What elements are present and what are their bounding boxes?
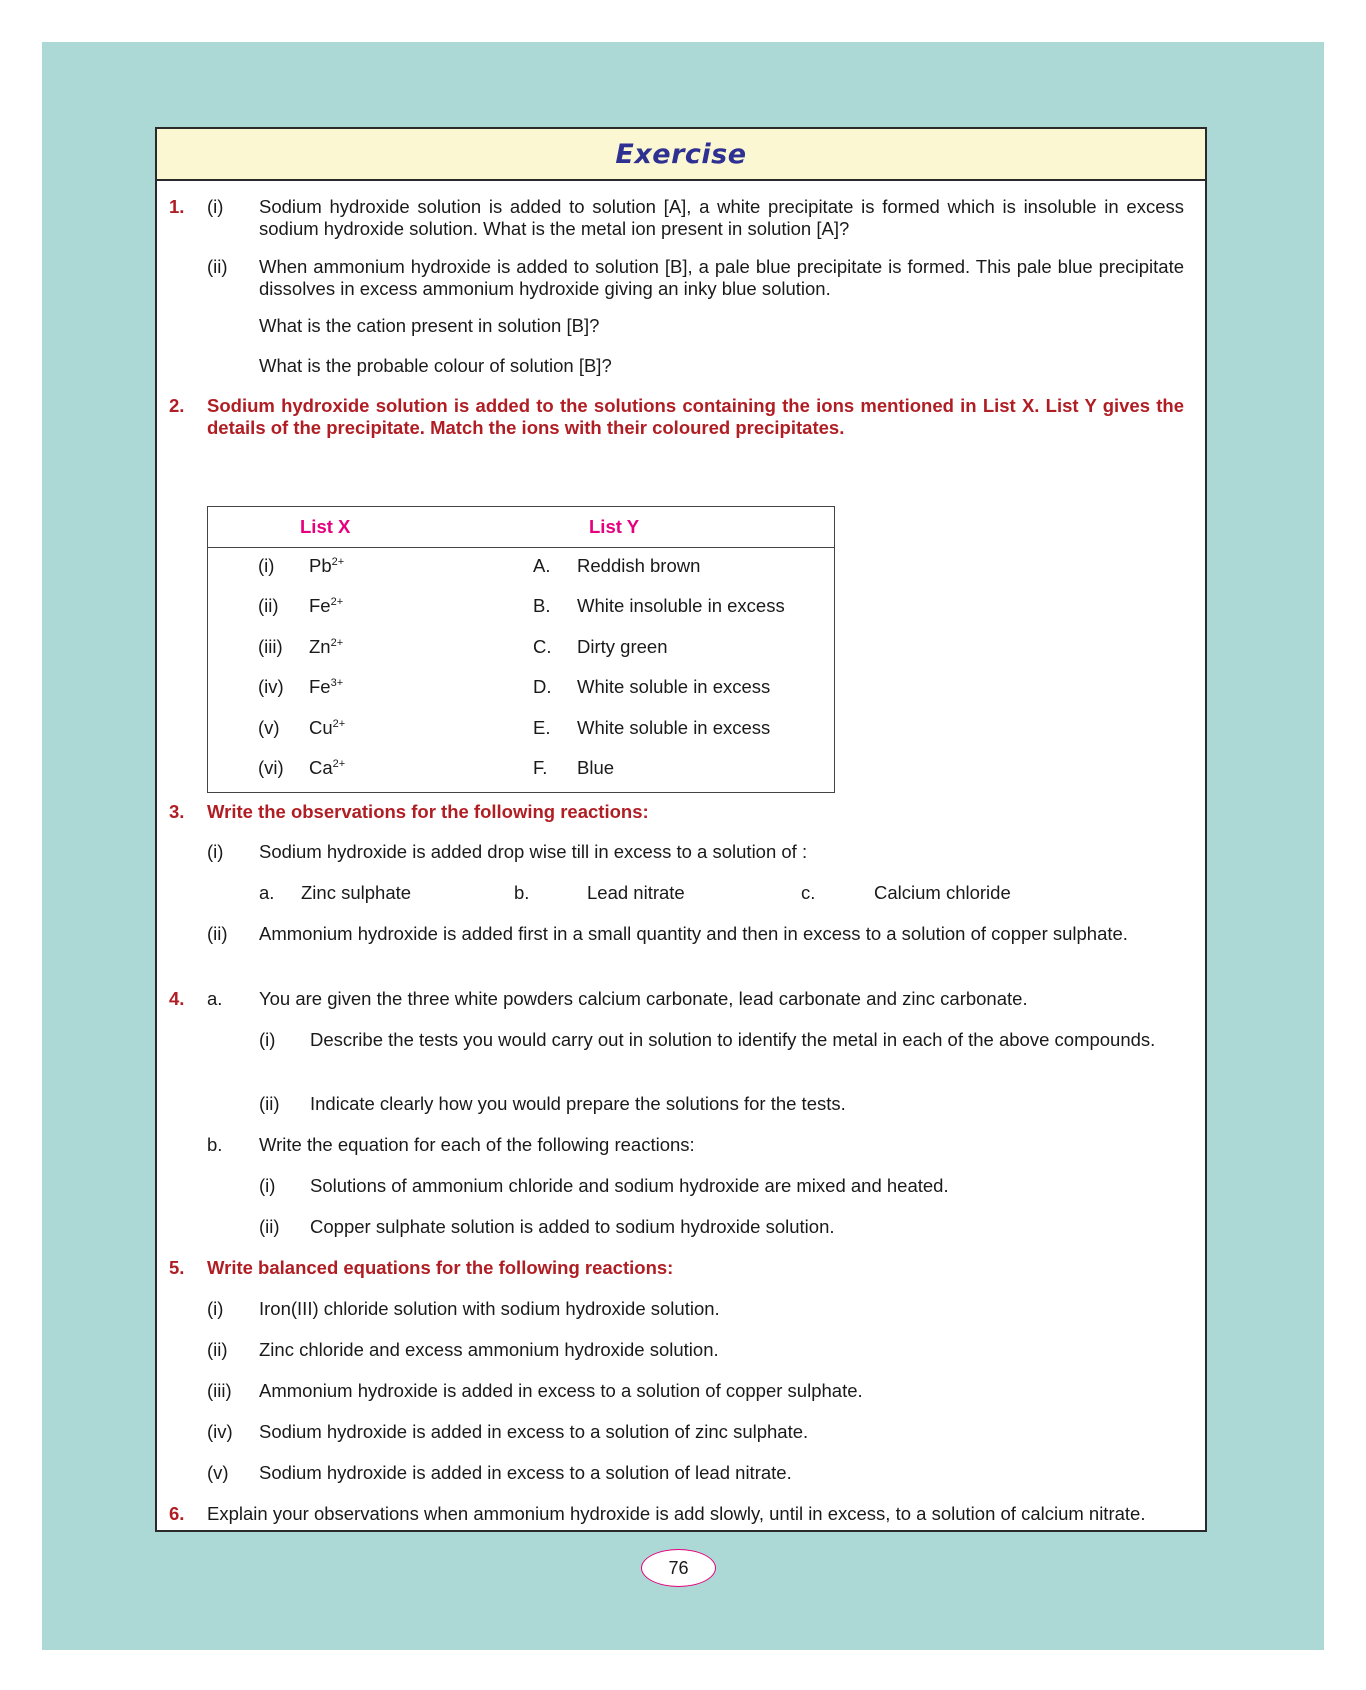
option-text: Lead nitrate	[587, 882, 685, 903]
match-row	[208, 555, 834, 577]
row-number: (v)	[258, 717, 280, 738]
ion	[309, 595, 343, 617]
sub-label: a.	[207, 988, 223, 1009]
ion	[309, 717, 345, 739]
option-text: Zinc sulphate	[301, 882, 412, 903]
sub-text: Sodium hydroxide solution is added to solution [A], a white precipitate is formed which is insoluble in excess sodium hydroxide solution. What is the metal ion present in solution [A]?	[259, 196, 1184, 239]
match-row	[208, 717, 834, 739]
page-title: Exercise	[615, 138, 747, 170]
sub-label: (i)	[207, 196, 224, 217]
ion-symbol: Cu	[309, 717, 333, 738]
sub-text: Ammonium hydroxide is added in excess to a solution of copper sulphate.	[259, 1380, 863, 1401]
sub-text: What is the cation present in solution [B]?	[259, 315, 600, 336]
match-row	[208, 757, 834, 779]
ion-symbol: Zn	[309, 636, 331, 657]
list-y-header: List Y	[589, 516, 640, 537]
sub-label: (iv)	[207, 1421, 233, 1442]
ion-symbol: Fe	[309, 595, 331, 616]
row-number: (iv)	[258, 676, 284, 697]
ion-symbol: Pb	[309, 555, 332, 576]
match-table-header	[208, 507, 834, 548]
option-letter: C.	[533, 636, 552, 657]
sub-text: Indicate clearly how you would prepare the solutions for the tests.	[310, 1093, 846, 1114]
precipitate-description: Dirty green	[577, 636, 668, 657]
exercise-sheet	[155, 127, 1207, 1532]
question-number: 4.	[169, 988, 185, 1009]
question-text: Write the observations for the following reactions:	[207, 801, 649, 822]
question-number: 2.	[169, 395, 185, 416]
row-number: (vi)	[258, 757, 284, 778]
sub-label: (i)	[259, 1029, 276, 1050]
option-letter: b.	[514, 882, 530, 903]
option-letter: c.	[801, 882, 816, 903]
match-row	[208, 636, 834, 658]
option-letter: E.	[533, 717, 551, 738]
sub-text: You are given the three white powders calcium carbonate, lead carbonate and zinc carbonate.	[259, 988, 1028, 1009]
ion-charge: 2+	[330, 596, 344, 608]
question-number: 3.	[169, 801, 185, 822]
match-row	[208, 595, 834, 617]
ion-charge: 2+	[332, 718, 346, 730]
sub-label: (ii)	[207, 256, 228, 277]
ion-charge: 2+	[331, 556, 345, 568]
sub-text: Solutions of ammonium chloride and sodium hydroxide are mixed and heated.	[310, 1175, 949, 1196]
ion-symbol: Fe	[309, 676, 331, 697]
sub-text: Copper sulphate solution is added to sodium hydroxide solution.	[310, 1216, 835, 1237]
option-letter: D.	[533, 676, 552, 697]
match-row	[208, 676, 834, 698]
sub-text: Zinc chloride and excess ammonium hydroxide solution.	[259, 1339, 719, 1360]
question-text: Write balanced equations for the following reactions:	[207, 1257, 674, 1278]
option-letter: B.	[533, 595, 551, 616]
sub-text: Ammonium hydroxide is added first in a small quantity and then in excess to a solution of copper sulphate.	[259, 923, 1128, 944]
sub-label: (ii)	[207, 1339, 228, 1360]
sub-text: Describe the tests you would carry out in solution to identify the metal in each of the above compounds.	[310, 1029, 1156, 1050]
question-text: Sodium hydroxide solution is added to the solutions containing the ions mentioned in List X. List Y gives the details of the precipitate. Match the ions with their coloured precipitates.	[207, 395, 1184, 438]
option-letter: a.	[259, 882, 275, 903]
row-number: (i)	[258, 555, 275, 576]
sub-label: (ii)	[259, 1093, 280, 1114]
match-table	[207, 506, 835, 793]
sub-text: Sodium hydroxide is added drop wise till in excess to a solution of :	[259, 841, 808, 862]
ion-charge: 2+	[330, 637, 344, 649]
row-number: (iii)	[258, 636, 283, 657]
precipitate-description: White soluble in excess	[577, 676, 771, 697]
sub-text: Sodium hydroxide is added in excess to a solution of zinc sulphate.	[259, 1421, 809, 1442]
sub-label: (ii)	[207, 923, 228, 944]
ion-charge: 2+	[332, 758, 346, 770]
sub-text: Sodium hydroxide is added in excess to a solution of lead nitrate.	[259, 1462, 792, 1483]
option-letter: A.	[533, 555, 551, 576]
ion	[309, 636, 343, 658]
precipitate-description: Blue	[577, 757, 615, 778]
sub-label: (i)	[207, 1298, 224, 1319]
ion	[309, 555, 344, 577]
sub-text: Iron(III) chloride solution with sodium hydroxide solution.	[259, 1298, 720, 1319]
sub-label: (iii)	[207, 1380, 232, 1401]
row-number: (ii)	[258, 595, 279, 616]
sub-text: When ammonium hydroxide is added to solution [B], a pale blue precipitate is formed. This pale blue precipitate dissolves in excess ammonium hydroxide giving an inky blue solution.	[259, 256, 1184, 299]
option-letter: F.	[533, 757, 548, 778]
option-text: Calcium chloride	[874, 882, 1011, 903]
sub-text: What is the probable colour of solution [B]?	[259, 355, 612, 376]
ion-symbol: Ca	[309, 757, 333, 778]
precipitate-description: White insoluble in excess	[577, 595, 785, 616]
question-number: 5.	[169, 1257, 185, 1278]
precipitate-description: White soluble in excess	[577, 717, 771, 738]
ion	[309, 676, 343, 698]
question-text: Explain your observations when ammonium hydroxide is add slowly, until in excess, to a solution of calcium nitrate.	[207, 1503, 1146, 1524]
precipitate-description: Reddish brown	[577, 555, 701, 576]
question-number: 1.	[169, 196, 185, 217]
sub-text: Write the equation for each of the following reactions:	[259, 1134, 695, 1155]
list-x-header: List X	[300, 516, 351, 537]
sub-label: (i)	[207, 841, 224, 862]
sub-label: (ii)	[259, 1216, 280, 1237]
ion	[309, 757, 345, 779]
exercise-header	[157, 129, 1205, 181]
sub-label: (i)	[259, 1175, 276, 1196]
ion-charge: 3+	[330, 677, 344, 689]
question-number: 6.	[169, 1503, 185, 1524]
page-number: 76	[641, 1549, 716, 1587]
sub-label: (v)	[207, 1462, 229, 1483]
sub-label: b.	[207, 1134, 223, 1155]
